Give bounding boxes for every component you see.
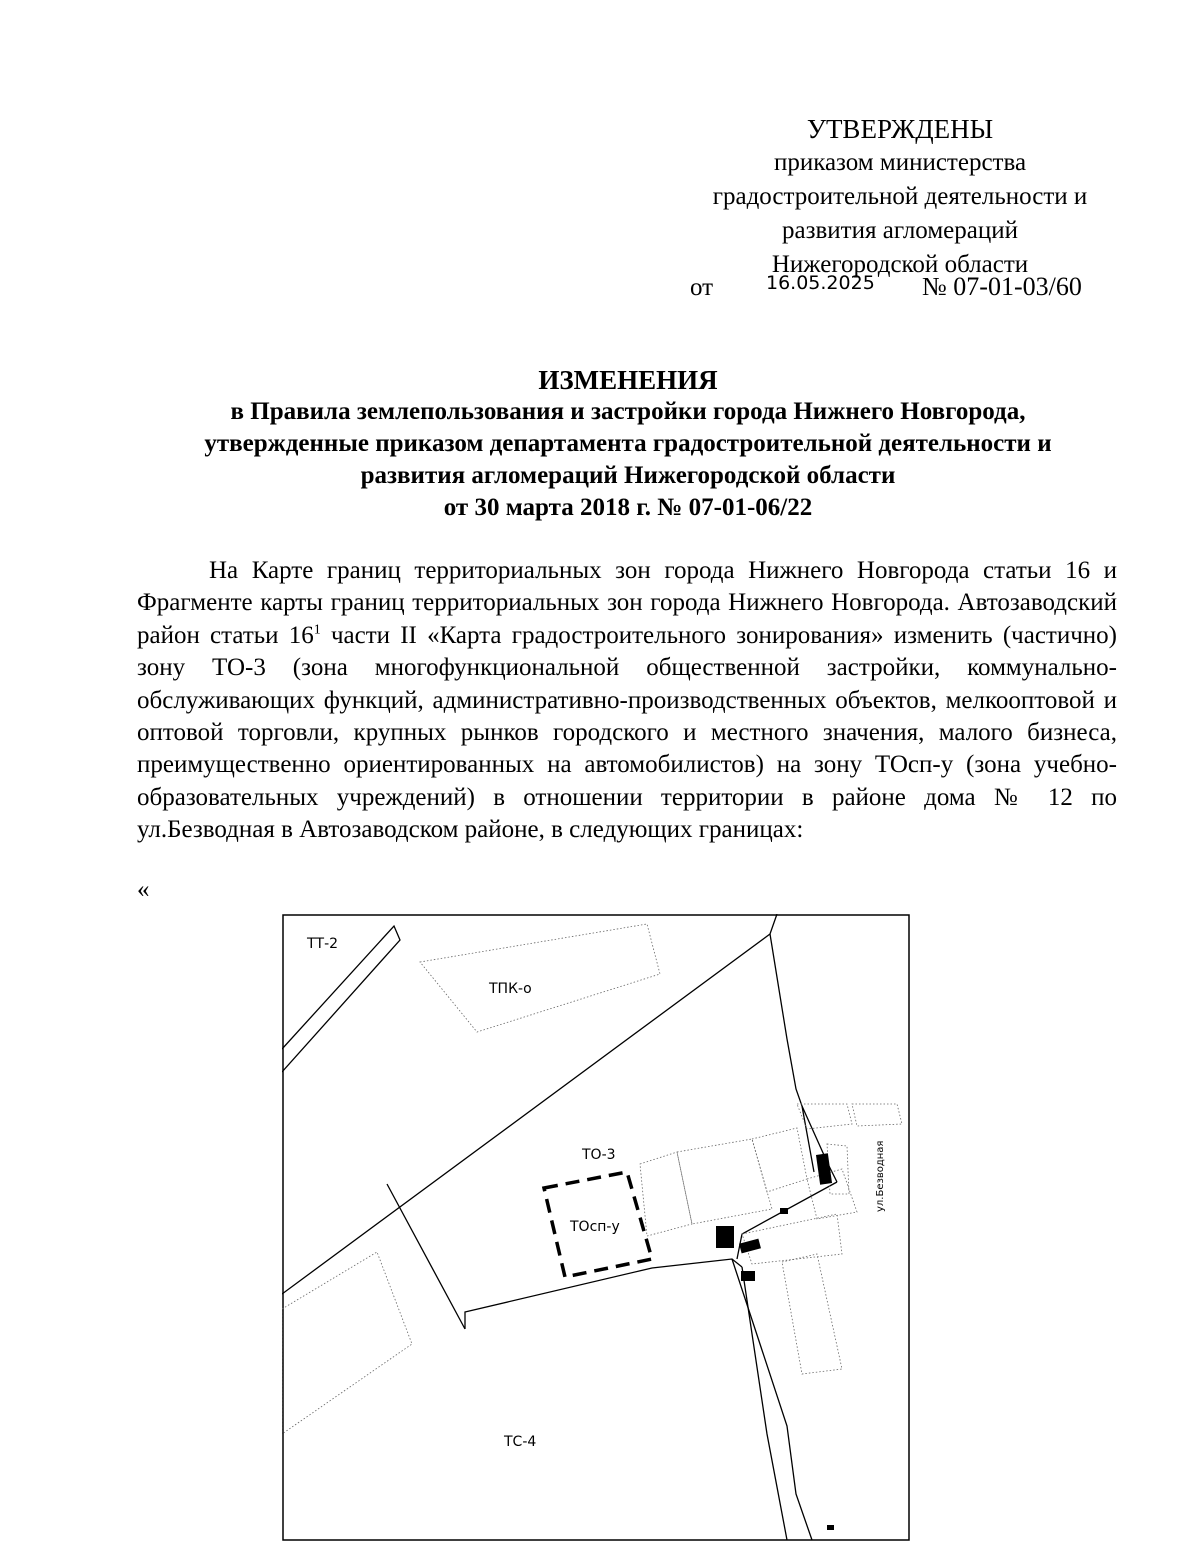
label-tpko: ТПК-о bbox=[489, 981, 532, 997]
title-line-4: от 30 марта 2018 г. № 07-01-06/22 bbox=[443, 494, 813, 521]
approval-line-2: градостроительной деятельности и bbox=[712, 183, 1088, 210]
title-line-2: утвержденные приказом департамента градостроительной деятельности и bbox=[204, 430, 1052, 457]
document-title bbox=[100, 364, 1156, 524]
approval-line-3: развития агломераций bbox=[782, 217, 1018, 244]
label-tc4: ТС-4 bbox=[504, 1434, 537, 1450]
label-street: ул.Безводная bbox=[875, 1140, 886, 1212]
order-date: 16.05.2025 bbox=[766, 272, 875, 294]
approval-heading: УТВЕРЖДЕНЫ bbox=[806, 114, 994, 144]
title-heading: ИЗМЕНЕНИЯ bbox=[538, 365, 718, 395]
body-superscript: 1 bbox=[313, 622, 321, 638]
label-tt2: ТТ-2 bbox=[307, 936, 339, 952]
label-to3: ТО-3 bbox=[582, 1147, 616, 1163]
title-line-3: развития агломераций Нижегородской области bbox=[360, 462, 896, 489]
body-text-part2: части II «Карта градостроительного зонирования» изменить (частично) зону ТО-3 (зона многофункциональной общественной застройки, коммунально-обслуживающих функций, административно-производственных объектов, мелкооптовой и оптовой торговли, крупных рынков городского и местного значения, малого бизнеса, преимущественно ориентированных на автомобилистов) на зону ТОсп-у (зона учебно-образовательных учреждений) в отношении территории в районе дома № 12 по ул.Безводная в Автозаводском районе, в следующих границах: bbox=[137, 621, 1118, 844]
approval-line-4: Нижегородской области bbox=[771, 251, 1029, 278]
open-quote: « bbox=[137, 876, 150, 903]
order-details bbox=[690, 270, 1110, 304]
approval-block bbox=[680, 112, 1120, 282]
zoning-map bbox=[282, 914, 910, 1541]
approval-line-1: приказом министерства bbox=[773, 149, 1027, 176]
body-text-part1: На Карте границ территориальных зон города Нижнего Новгорода статьи 16 и Фрагменте карты границ территориальных зон города Нижнего Новгорода. Автозаводский район статьи 16 bbox=[137, 557, 1117, 649]
label-tospu: ТОсп-у bbox=[570, 1219, 620, 1235]
order-number: № 07-01-03/60 bbox=[922, 272, 1082, 301]
body-paragraph bbox=[137, 555, 1117, 847]
order-from-label: от bbox=[690, 274, 714, 301]
title-line-1: в Правила землепользования и застройки города Нижнего Новгорода, bbox=[230, 398, 1026, 425]
